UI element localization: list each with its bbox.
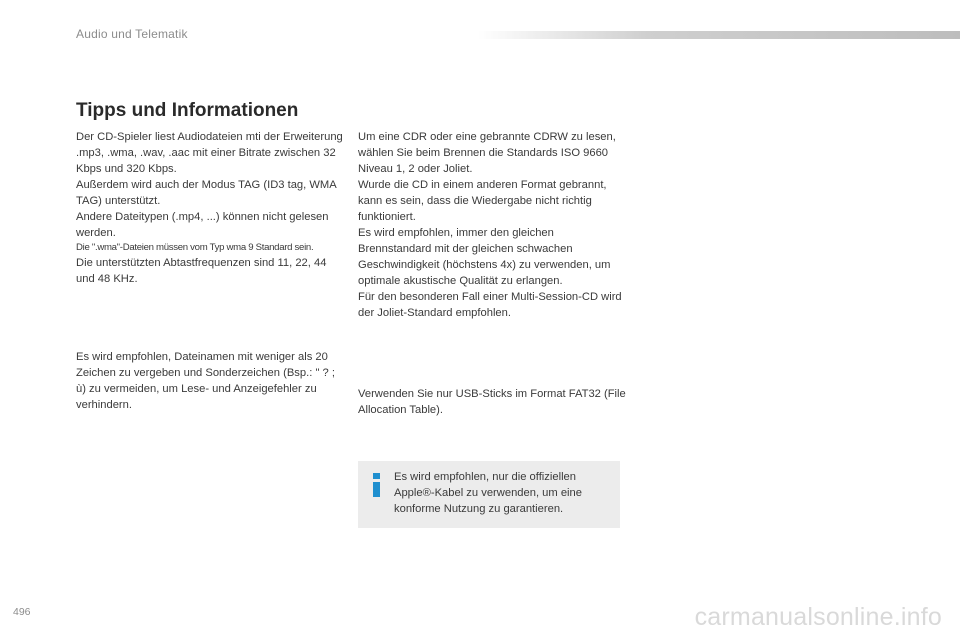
paragraph-usb-advice: Verwenden Sie nur USB-Sticks im Format FAT32 (File Allocation Table). [358,388,626,416]
info-note-box [358,461,620,528]
page-number: 496 [13,606,31,618]
paragraph-filename-advice: Es wird empfohlen, Dateinamen mit weniger als 20 Zeichen zu vergeben und Sonderzeichen (Bsp.: " ? ; ù) zu vermeiden, um Lese- und Anzeigefehler zu verhindern. [76,351,335,411]
section-title: Audio und Telematik [76,27,188,41]
watermark: carmanualsonline.info [694,603,942,631]
right-column-usb [358,386,626,418]
info-note-text: Es wird empfohlen, nur die offiziellen Apple®-Kabel zu verwenden, um eine konforme Nutzung zu garantieren. [394,471,582,515]
paragraph-tag-support: Außerdem wird auch der Modus TAG (ID3 tag, WMA TAG) unterstützt. [76,179,337,207]
paragraph-other-format: Wurde die CD in einem anderen Format gebrannt, kann es sein, dass die Wiedergabe nicht richtig funktioniert. [358,179,607,223]
paragraph-wma-note: Die ".wma"-Dateien müssen vom Typ wma 9 Standard sein. [76,242,314,253]
left-column-intro [76,129,344,287]
header-divider-bar [478,31,960,39]
paragraph-multisession: Für den besonderen Fall einer Multi-Session-CD wird der Joliet-Standard empfohlen. [358,291,622,319]
paragraph-sample-rates: Die unterstützten Abtastfrequenzen sind 11, 22, 44 und 48 KHz. [76,257,327,285]
right-column-burning [358,129,626,321]
left-column-filenames [76,349,344,413]
paragraph-supported-formats: Der CD-Spieler liest Audiodateien mti der Erweiterung .mp3, .wma, .wav, .aac mit einer Bitrate zwischen 32 Kbps und 320 Kbps. [76,131,343,175]
paragraph-burn-speed: Es wird empfohlen, immer den gleichen Brennstandard mit der gleichen schwachen Geschwindigkeit (höchstens 4x) zu verwenden, um optimale akustische Qualität zu erlangen. [358,227,611,287]
paragraph-cdr-standards: Um eine CDR oder eine gebrannte CDRW zu lesen, wählen Sie beim Brennen die Standards ISO 9660 Niveau 1, 2 oder Joliet. [358,131,616,175]
paragraph-unsupported-types: Andere Dateitypen (.mp4, ...) können nicht gelesen werden. [76,211,329,239]
info-icon [370,473,384,497]
page-heading: Tipps und Informationen [76,100,299,121]
